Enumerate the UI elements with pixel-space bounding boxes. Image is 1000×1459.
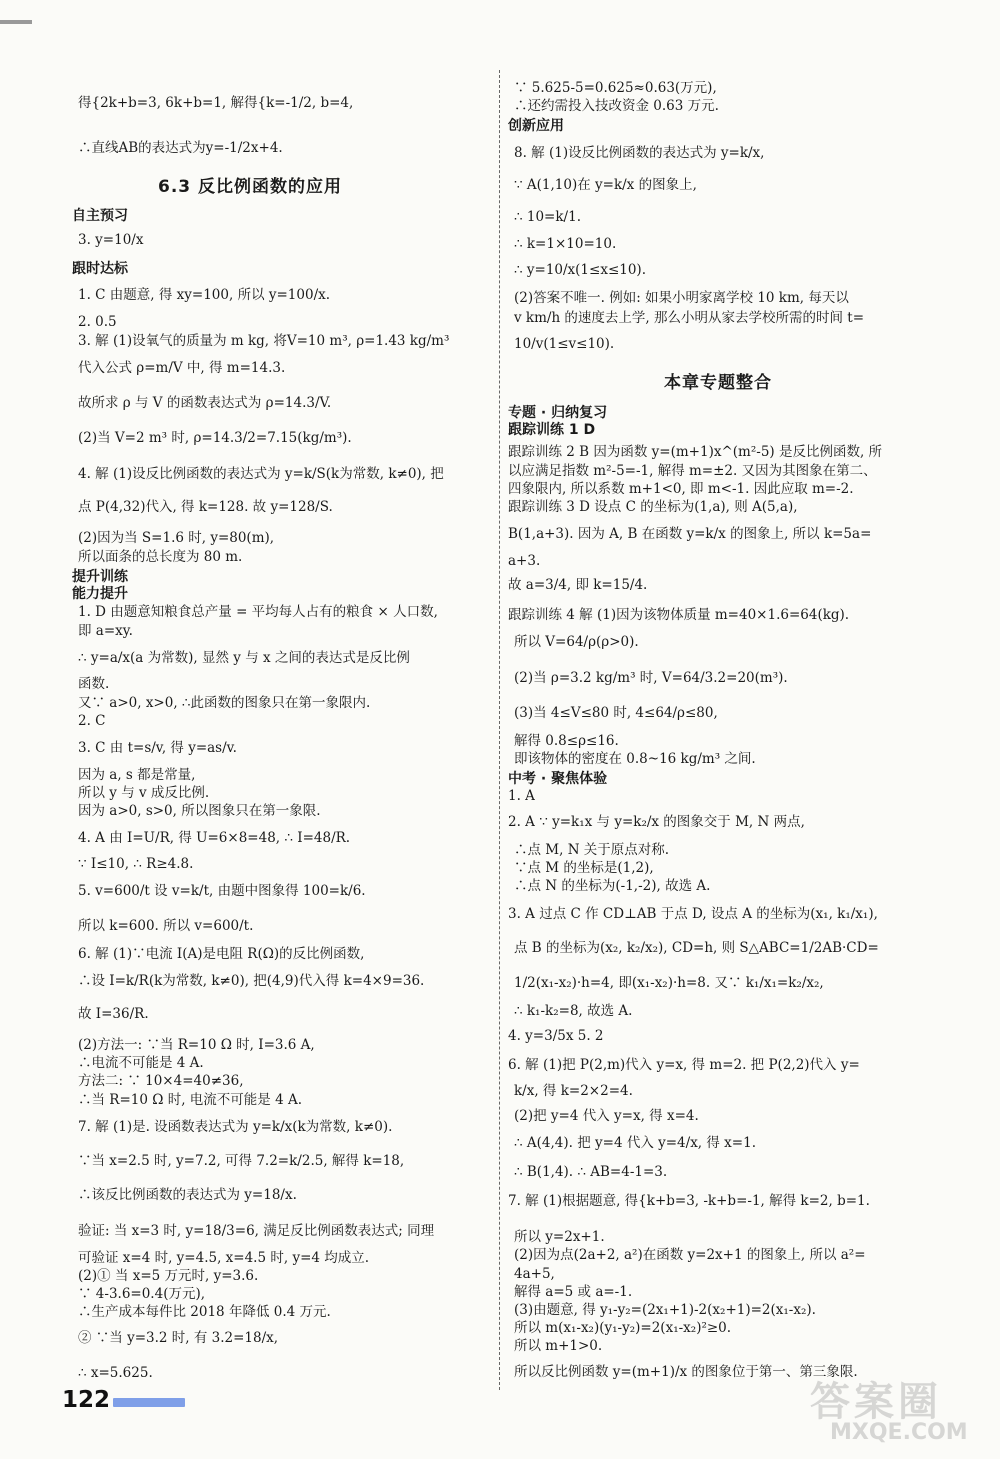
text-line: 解得 0.8≤ρ≤16.: [514, 733, 619, 749]
text-line: 代入公式 ρ=m/V 中, 得 m=14.3.: [78, 360, 286, 376]
text-line: 方法二: ∵ 10×4=40≠36,: [78, 1073, 244, 1089]
text-line: 所以反比例函数 y=(m+1)/x 的图象位于第一、第三象限.: [514, 1364, 858, 1380]
section-heading: 能力提升: [72, 586, 128, 602]
page-number-bar: [113, 1398, 185, 1407]
text-line: 4a+5,: [514, 1266, 555, 1282]
text-line: 点 P(4,32)代入, 得 k=128. 故 y=128/S.: [78, 499, 333, 515]
section-heading: 中考 · 聚焦体验: [508, 771, 608, 787]
text-line: ∴ y=a/x(a 为常数), 显然 y 与 x 之间的表达式是反比例: [78, 650, 410, 666]
watermark-chars: 答案圈: [810, 1379, 942, 1425]
text-line: (2)当 V=2 m³ 时, ρ=14.3/2=7.15(kg/m³).: [78, 430, 352, 446]
text-line: ∴ k₁-k₂=8, 故选 A.: [514, 1003, 633, 1019]
text-line: 6. 解 (1)∵电流 I(A)是电阻 R(Ω)的反比例函数,: [78, 946, 365, 962]
text-line: 跟踪训练 4 解 (1)因为该物体质量 m=40×1.6=64(kg).: [508, 607, 850, 623]
text-line: 得{2k+b=3, 6k+b=1, 解得{k=-1/2, b=4,: [78, 95, 354, 111]
text-line: 验证: 当 x=3 时, y=18/3=6, 满足反比例函数表达式; 同理: [78, 1223, 435, 1239]
text-line: ∴ y=10/x(1≤x≤10).: [514, 262, 646, 278]
text-line: ∵ 4-3.6=0.4(万元),: [78, 1286, 206, 1302]
text-line: 跟踪训练 2 B 因为函数 y=(m+1)x^(m²-5) 是反比例函数, 所: [508, 444, 883, 460]
text-line: 3. C 由 t=s/v, 得 y=as/v.: [78, 740, 237, 756]
text-line: (2)因为当 S=1.6 时, y=80(m),: [78, 530, 275, 546]
column-divider: [499, 70, 500, 1390]
section-heading: 自主预习: [72, 208, 128, 224]
text-line: (3)当 4≤V≤80 时, 4≤64/ρ≤80,: [514, 705, 718, 721]
section-heading: 跟踪训练 1 D: [508, 422, 596, 438]
text-line: 以应满足指数 m²-5=-1, 解得 m=±2. 又因为其图象在第二、: [508, 463, 877, 479]
text-line: 4. y=3/5x 5. 2: [508, 1028, 604, 1044]
text-line: ∴点 N 的坐标为(-1,-2), 故选 A.: [514, 878, 711, 894]
text-line: 所以 k=600. 所以 v=600/t.: [78, 918, 254, 934]
text-line: ② ∵当 y=3.2 时, 有 3.2=18/x,: [78, 1330, 279, 1346]
text-line: ∵ 5.625-5=0.625≈0.63(万元),: [514, 80, 717, 96]
text-line: 即该物体的密度在 0.8~16 kg/m³ 之间.: [514, 751, 756, 767]
text-line: 6. 解 (1)把 P(2,m)代入 y=x, 得 m=2. 把 P(2,2)代入 y=: [508, 1057, 860, 1073]
text-line: 2. C: [78, 713, 106, 729]
text-line: 1. C 由题意, 得 xy=100, 所以 y=100/x.: [78, 287, 331, 303]
text-line: 因为 a>0, s>0, 所以图象只在第一象限.: [78, 803, 321, 819]
text-line: 函数.: [78, 676, 110, 692]
text-line: ∵ I≤10, ∴ R≥4.8.: [78, 856, 194, 872]
text-line: 所以 y 与 v 成反比例.: [78, 785, 210, 801]
text-line: ∵ A(1,10)在 y=k/x 的图象上,: [514, 177, 697, 193]
text-line: ∴点 M, N 关于原点对称.: [514, 842, 670, 858]
text-line: (2)① 当 x=5 万元时, y=3.6.: [78, 1268, 259, 1284]
text-line: ∵当 x=2.5 时, y=7.2, 可得 7.2=k/2.5, 解得 k=18,: [78, 1153, 405, 1169]
text-line: a+3.: [508, 553, 541, 569]
text-line: k/x, 得 k=2×2=4.: [514, 1083, 633, 1099]
text-line: 10/v(1≤v≤10).: [514, 336, 615, 352]
text-line: 1. A: [508, 788, 535, 804]
text-line: 又∵ a>0, x>0, ∴此函数的图象只在第一象限内.: [78, 695, 371, 711]
text-line: ∴该反比例函数的表达式为 y=18/x.: [78, 1187, 297, 1203]
text-line: 1/2(x₁-x₂)·h=4, 即(x₁-x₂)·h=8. 又∵ k₁/x₁=k₂/x₂,: [514, 975, 824, 991]
text-line: (2)因为点(2a+2, a²)在函数 y=2x+1 的图象上, 所以 a²=: [514, 1247, 866, 1263]
text-line: (2)方法一: ∵当 R=10 Ω 时, I=3.6 A,: [78, 1037, 315, 1053]
text-line: 所以面条的总长度为 80 m.: [78, 549, 243, 565]
text-line: 8. 解 (1)设反比例函数的表达式为 y=k/x,: [514, 145, 765, 161]
text-line: B(1,a+3). 因为 A, B 在函数 y=k/x 的图象上, 所以 k=5a=: [508, 526, 872, 542]
text-line: 2. A ∵ y=k₁x 与 y=k₂/x 的图象交于 M, N 两点,: [508, 814, 805, 830]
text-line: v km/h 的速度去上学, 那么小明从家去学校所需的时间 t=: [514, 310, 865, 326]
text-line: 所以 V=64/ρ(ρ>0).: [514, 634, 639, 650]
text-line: 跟踪训练 3 D 设点 C 的坐标为(1,a), 则 A(5,a),: [508, 499, 798, 515]
text-line: 3. 解 (1)设氧气的质量为 m kg, 将V=10 m³, ρ=1.43 kg/m³: [78, 333, 450, 349]
text-line: 故 a=3/4, 即 k=15/4.: [508, 577, 648, 593]
text-line: ∴ B(1,4). ∴ AB=4-1=3.: [514, 1164, 668, 1180]
text-line: 7. 解 (1)根据题意, 得{k+b=3, -k+b=-1, 解得 k=2, b=1.: [508, 1193, 870, 1209]
text-line: ∴ 10=k/1.: [514, 209, 581, 225]
text-line: 点 B 的坐标为(x₂, k₂/x₂), CD=h, 则 S△ABC=1/2AB·CD=: [514, 940, 879, 956]
page-number: 122: [62, 1387, 111, 1413]
text-line: 3. A 过点 C 作 CD⊥AB 于点 D, 设点 A 的坐标为(x₁, k₁/x₁),: [508, 906, 878, 922]
text-line: (2)把 y=4 代入 y=x, 得 x=4.: [514, 1108, 699, 1124]
text-line: 解得 a=5 或 a=-1.: [514, 1284, 633, 1300]
section-heading: 创新应用: [508, 118, 564, 134]
text-line: 可验证 x=4 时, y=4.5, x=4.5 时, y=4 均成立.: [78, 1250, 370, 1266]
section-title: 本章专题整合: [664, 373, 772, 393]
watermark-logo: [800, 1370, 990, 1450]
text-line: 故所求 ρ 与 V 的函数表达式为 ρ=14.3/V.: [78, 395, 332, 411]
text-line: ∴电流不可能是 4 A.: [78, 1055, 204, 1071]
text-line: 因为 a, s 都是常量,: [78, 767, 196, 783]
text-line: ∵点 M 的坐标是(1,2),: [514, 860, 654, 876]
section-heading: 提升训练: [72, 569, 128, 585]
text-line: 所以 m+1>0.: [514, 1338, 603, 1354]
text-line: 四象限内, 所以系数 m+1<0, 即 m<-1. 因此应取 m=-2.: [508, 481, 854, 497]
text-line: 所以 y=2x+1.: [514, 1229, 605, 1245]
text-line: ∴直线AB的表达式为y=-1/2x+4.: [78, 140, 283, 156]
text-line: 故 I=36/R.: [78, 1006, 149, 1022]
text-line: (2)当 ρ=3.2 kg/m³ 时, V=64/3.2=20(m³).: [514, 670, 788, 686]
text-line: 所以 m(x₁-x₂)(y₁-y₂)=2(x₁-x₂)²≥0.: [514, 1320, 732, 1336]
text-line: 7. 解 (1)是. 设函数表达式为 y=k/x(k为常数, k≠0).: [78, 1119, 393, 1135]
text-line: ∴还约需投入技改资金 0.63 万元.: [514, 98, 719, 114]
text-line: (3)由题意, 得 y₁-y₂=(2x₁+1)-2(x₂+1)=2(x₁-x₂).: [514, 1302, 816, 1318]
section-heading: 跟时达标: [72, 261, 128, 277]
text-line: 2. 0.5: [78, 314, 117, 330]
text-line: 4. 解 (1)设反比例函数的表达式为 y=k/S(k为常数, k≠0), 把: [78, 466, 444, 482]
text-line: 1. D 由题意知粮食总产量 = 平均每人占有的粮食 × 人口数,: [78, 604, 438, 620]
text-line: ∴生产成本每件比 2018 年降低 0.4 万元.: [78, 1304, 331, 1320]
text-line: 3. y=10/x: [78, 232, 144, 248]
text-line: 即 a=xy.: [78, 623, 133, 639]
text-line: ∴设 I=k/R(k为常数, k≠0), 把(4,9)代入得 k=4×9=36.: [78, 973, 425, 989]
text-line: ∴当 R=10 Ω 时, 电流不可能是 4 A.: [78, 1092, 303, 1108]
text-line: 5. v=600/t 设 v=k/t, 由题中图象得 100=k/6.: [78, 883, 366, 899]
text-line: 4. A 由 I=U/R, 得 U=6×8=48, ∴ I=48/R.: [78, 830, 351, 846]
text-line: ∴ x=5.625.: [78, 1365, 153, 1381]
section-title: 6.3 反比例函数的应用: [158, 177, 343, 197]
top-edge-mark: [0, 20, 32, 24]
text-line: (2)答案不唯一. 例如: 如果小明家离学校 10 km, 每天以: [514, 290, 849, 306]
watermark-site: MXQE.COM: [830, 1420, 968, 1445]
text-line: ∴ A(4,4). 把 y=4 代入 y=4/x, 得 x=1.: [514, 1135, 756, 1151]
text-line: ∴ k=1×10=10.: [514, 236, 617, 252]
section-heading: 专题 · 归纳复习: [508, 405, 608, 421]
